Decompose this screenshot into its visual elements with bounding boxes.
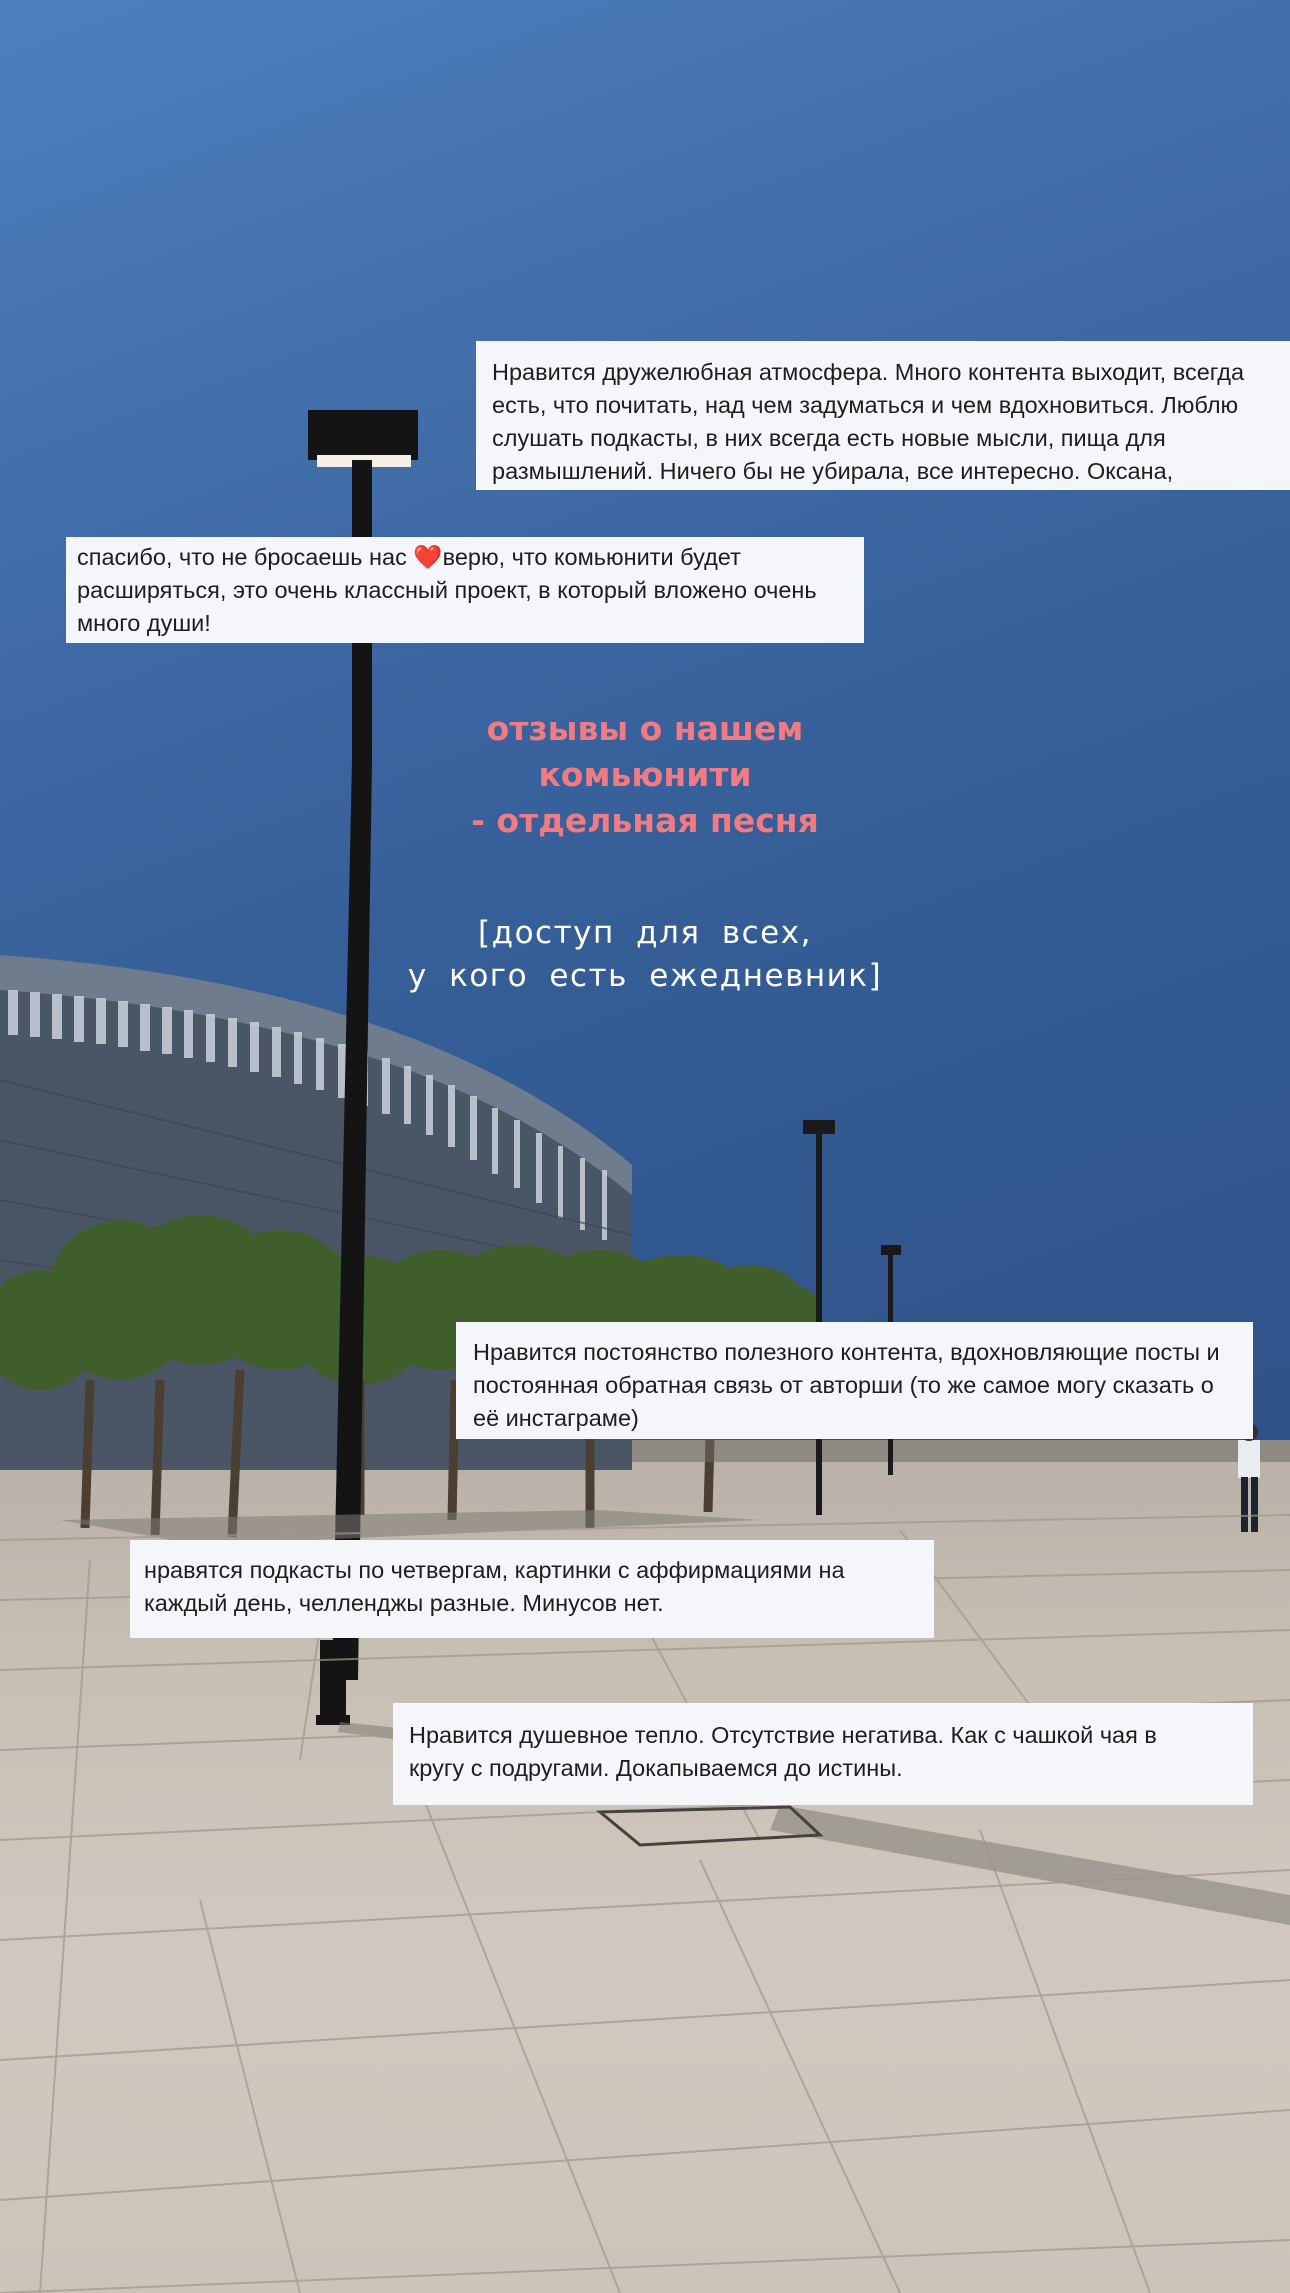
review-card-5: Нравится душевное тепло. Отсутствие негатива. Как с чашкой чая в кругу с подругами. Докапываемся до истины. xyxy=(393,1703,1253,1805)
review-card-4: нравятся подкасты по четвергам, картинки с аффирмациями на каждый день, челленджы разные. Минусов нет. xyxy=(130,1540,934,1638)
review-card-2: спасибо, что не бросаешь нас ❤️верю, что комьюнити будет расширяться, это очень классный проект, в который вложено очень много души! xyxy=(66,537,864,643)
review-card-1: Нравится дружелюбная атмосфера. Много контента выходит, всегда есть, что почитать, над чем задуматься и чем вдохновиться. Люблю слушать подкасты, в них всегда есть новые мысли, пища для размышлений. Ничего бы не убирала, все интересно. Оксана, xyxy=(476,341,1290,490)
headline: отзывы о нашем комьюнити - отдельная песня xyxy=(471,709,819,840)
subheadline: [доступ для всех, у кого есть ежедневник] xyxy=(407,915,883,994)
review-card-3: Нравится постоянство полезного контента, вдохновляющие посты и постоянная обратная связь от авторши (то же самое могу сказать о её инстаграме) xyxy=(456,1322,1253,1439)
